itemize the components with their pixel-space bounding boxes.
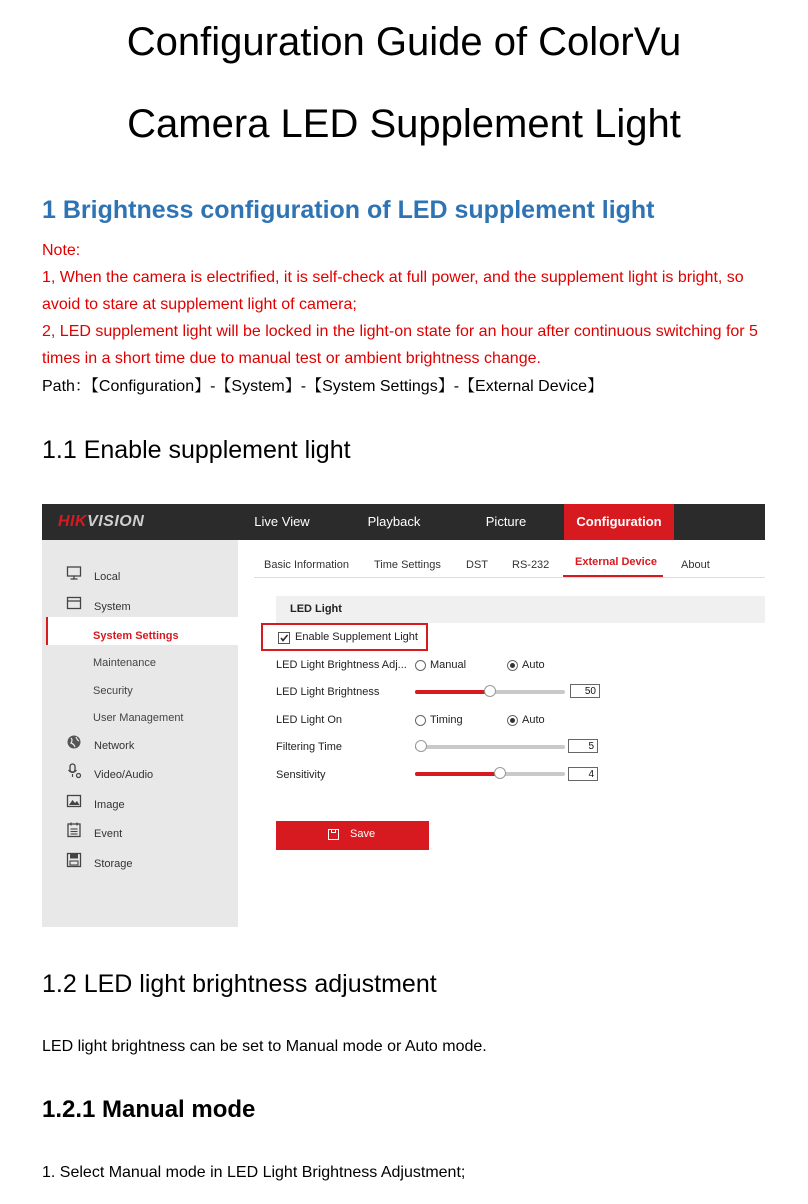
filtering-time-label: Filtering Time [276, 741, 343, 753]
network-icon [66, 734, 82, 750]
floppy-disk-icon [328, 829, 339, 840]
filtering-time-slider-thumb[interactable] [415, 740, 427, 752]
brightness-adj-manual-radio[interactable] [415, 660, 426, 671]
sidebar-item-video-audio[interactable]: Video/Audio [94, 769, 154, 781]
brightness-adj-manual-label: Manual [430, 659, 467, 671]
filtering-time-value-input[interactable]: 5 [568, 739, 598, 753]
sidebar-item-security[interactable]: Security [93, 685, 133, 697]
section-1-2-paragraph: LED light brightness can be set to Manual mode or Auto mode. [42, 1038, 487, 1055]
note-heading: Note: [42, 242, 81, 259]
camera-config-screenshot [42, 504, 765, 927]
sensitivity-slider[interactable] [415, 772, 565, 776]
title-line-2: Camera LED Supplement Light [127, 102, 681, 146]
image-icon [66, 793, 82, 809]
led-light-section-header [276, 596, 765, 623]
brightness-adj-label: LED Light Brightness Adj... [276, 659, 407, 671]
video-audio-icon [66, 763, 82, 779]
light-on-label: LED Light On [276, 714, 343, 726]
section-1-2-heading: 1.2 LED light brightness adjustment [42, 970, 437, 998]
sensitivity-slider-fill [415, 772, 500, 776]
sidebar-item-network[interactable]: Network [94, 740, 135, 752]
hikvision-logo: HIKVISION [58, 513, 145, 530]
sidebar-item-image[interactable]: Image [94, 799, 125, 811]
nav-playback[interactable]: Playback [367, 514, 421, 529]
config-sidebar [42, 540, 238, 927]
section-1-2-1-heading: 1.2.1 Manual mode [42, 1096, 256, 1123]
note-line-1: 1, When the camera is electrified, it is self-check at full power, and the supplement light is bright, so avoid to stare at supplement light of camera; [42, 269, 744, 313]
active-tab-indicator [563, 575, 663, 577]
light-on-auto-radio[interactable] [507, 715, 518, 726]
enable-supplement-light-highlight[interactable] [261, 623, 428, 651]
sidebar-item-event[interactable]: Event [94, 828, 123, 840]
sensitivity-slider-thumb[interactable] [494, 767, 506, 779]
save-button-label: Save [350, 828, 376, 840]
tab-basic-information[interactable]: Basic Information [264, 559, 349, 571]
section-1-heading: 1 Brightness configuration of LED supplement light [42, 196, 655, 224]
sensitivity-label: Sensitivity [276, 769, 326, 781]
sidebar-item-storage[interactable]: Storage [94, 858, 133, 870]
save-button[interactable] [276, 821, 429, 850]
brightness-slider-thumb[interactable] [484, 685, 496, 697]
enable-supplement-light-label: Enable Supplement Light [295, 631, 418, 643]
nav-picture[interactable]: Picture [485, 514, 527, 529]
sidebar-item-user-management[interactable]: User Management [93, 712, 184, 724]
tab-rs-232[interactable]: RS-232 [512, 559, 550, 571]
monitor-icon [66, 565, 82, 581]
sensitivity-value-input[interactable]: 4 [568, 767, 598, 781]
brightness-adj-auto-label: Auto [522, 659, 545, 671]
filtering-time-slider[interactable] [415, 745, 565, 749]
light-on-timing-label: Timing [430, 714, 463, 726]
brightness-label: LED Light Brightness [276, 686, 380, 698]
enable-supplement-light-checkbox[interactable] [278, 632, 290, 644]
brightness-slider[interactable] [415, 690, 565, 694]
top-nav-bar [42, 504, 765, 540]
section-title: LED Light [290, 603, 342, 615]
storage-icon [66, 852, 82, 868]
config-path: Path：【Configuration】-【System】-【System Settings】-【External Device】 [42, 378, 604, 395]
step-1-text: 1. Select Manual mode in LED Light Brightness Adjustment; [42, 1164, 466, 1181]
brightness-adj-auto-radio[interactable] [507, 660, 518, 671]
tab-dst[interactable]: DST [466, 559, 488, 571]
sidebar-item-local[interactable]: Local [94, 571, 121, 583]
sidebar-item-system[interactable]: System [94, 601, 131, 613]
system-icon [66, 595, 82, 611]
tab-time-settings[interactable]: Time Settings [374, 559, 441, 571]
tab-about[interactable]: About [681, 559, 710, 571]
sidebar-item-system-settings[interactable]: System Settings [93, 630, 179, 642]
sidebar-item-maintenance[interactable]: Maintenance [93, 657, 156, 669]
title-line-1: Configuration Guide of ColorVu [126, 20, 682, 64]
light-on-timing-radio[interactable] [415, 715, 426, 726]
nav-configuration[interactable]: Configuration [564, 504, 674, 540]
brightness-slider-fill [415, 690, 490, 694]
event-icon [66, 822, 82, 838]
light-on-auto-label: Auto [522, 714, 545, 726]
nav-live-view[interactable]: Live View [254, 514, 310, 529]
section-1-1-heading: 1.1 Enable supplement light [42, 436, 351, 464]
note-line-2: 2, LED supplement light will be locked in the light-on state for an hour after continuous switching for 5 times in a short time due to manual test or ambient brightness change. [42, 323, 758, 367]
note-block [42, 237, 782, 372]
brightness-value-input[interactable]: 50 [570, 684, 600, 698]
tab-external-device[interactable]: External Device [575, 556, 657, 568]
